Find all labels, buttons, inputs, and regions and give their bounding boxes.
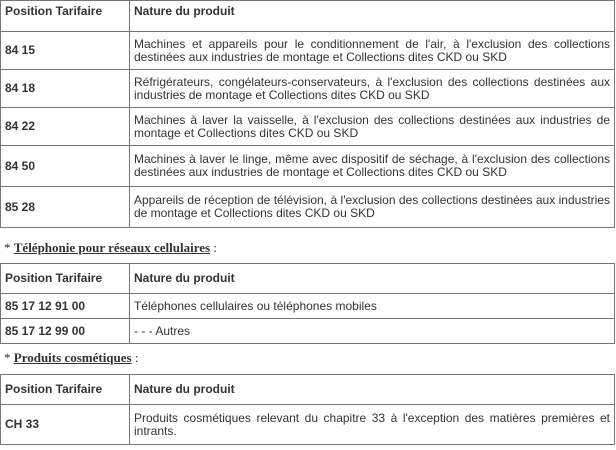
tariff-code: 85 17 12 91 00 <box>1 294 130 319</box>
table-row <box>1 108 615 146</box>
tariff-code: 84 50 <box>1 146 130 187</box>
table-header-row <box>1 1 615 32</box>
table-row <box>1 405 615 445</box>
tariff-code: CH 33 <box>1 405 130 445</box>
product-description: Téléphones cellulaires ou téléphones mobiles <box>130 294 615 319</box>
table-row <box>1 146 615 187</box>
table-row <box>1 32 615 70</box>
tariff-table-telephony <box>0 263 615 344</box>
product-description: Produits cosmétiques relevant du chapitre 33 à l'exception des matières premières et intrants. <box>130 405 615 445</box>
column-header-position: Position Tarifaire <box>1 1 130 32</box>
tariff-table-cosmetics <box>0 374 615 445</box>
product-description: Machines et appareils pour le conditionnement de l'air, à l'exclusion des collections destinées aux industries de montage et Collections dites CKD ou SKD <box>130 32 615 70</box>
tariff-code: 84 18 <box>1 70 130 108</box>
product-description: Réfrigérateurs, congélateurs-conservateurs, à l'exclusion des collections destinées aux industries de montage et Collections dites CKD ou SKD <box>130 70 615 108</box>
section-prefix: * <box>4 240 14 255</box>
table-row <box>1 187 615 228</box>
product-description: Machines à laver le linge, même avec dispositif de séchage, à l'exclusion des collections destinées aux industries de montage et Collections dites CKD ou SKD <box>130 146 615 187</box>
tariff-code: 85 28 <box>1 187 130 228</box>
section-heading: Téléphonie pour réseaux cellulaires <box>13 240 211 255</box>
column-header-position: Position Tarifaire <box>1 375 130 405</box>
product-description: Machines à laver la vaisselle, à l'exclusion des collections destinées aux industries de montage et Collections dites CKD ou SKD <box>130 108 615 146</box>
tariff-code: 84 22 <box>1 108 130 146</box>
section-prefix: * <box>4 350 14 365</box>
section-title-telephony <box>4 240 217 256</box>
table-row <box>1 294 615 319</box>
table-header-row <box>1 375 615 405</box>
tariff-code: 85 17 12 99 00 <box>1 319 130 344</box>
table-row <box>1 70 615 108</box>
table-header-row <box>1 264 615 294</box>
column-header-nature: Nature du produit <box>130 1 615 32</box>
section-suffix: : <box>131 350 139 365</box>
column-header-nature: Nature du produit <box>130 264 615 294</box>
tariff-code: 84 15 <box>1 32 130 70</box>
section-title-cosmetics <box>4 350 138 366</box>
product-description: - - - Autres <box>130 319 615 344</box>
product-description: Appareils de réception de télévision, à l'exclusion des collections destinées aux industries de montage et Collections dites CKD ou SKD <box>130 187 615 228</box>
section-heading: Produits cosmétiques <box>13 350 132 365</box>
section-suffix: : <box>210 240 217 255</box>
column-header-nature: Nature du produit <box>130 375 615 405</box>
column-header-position: Position Tarifaire <box>1 264 130 294</box>
table-row <box>1 319 615 344</box>
